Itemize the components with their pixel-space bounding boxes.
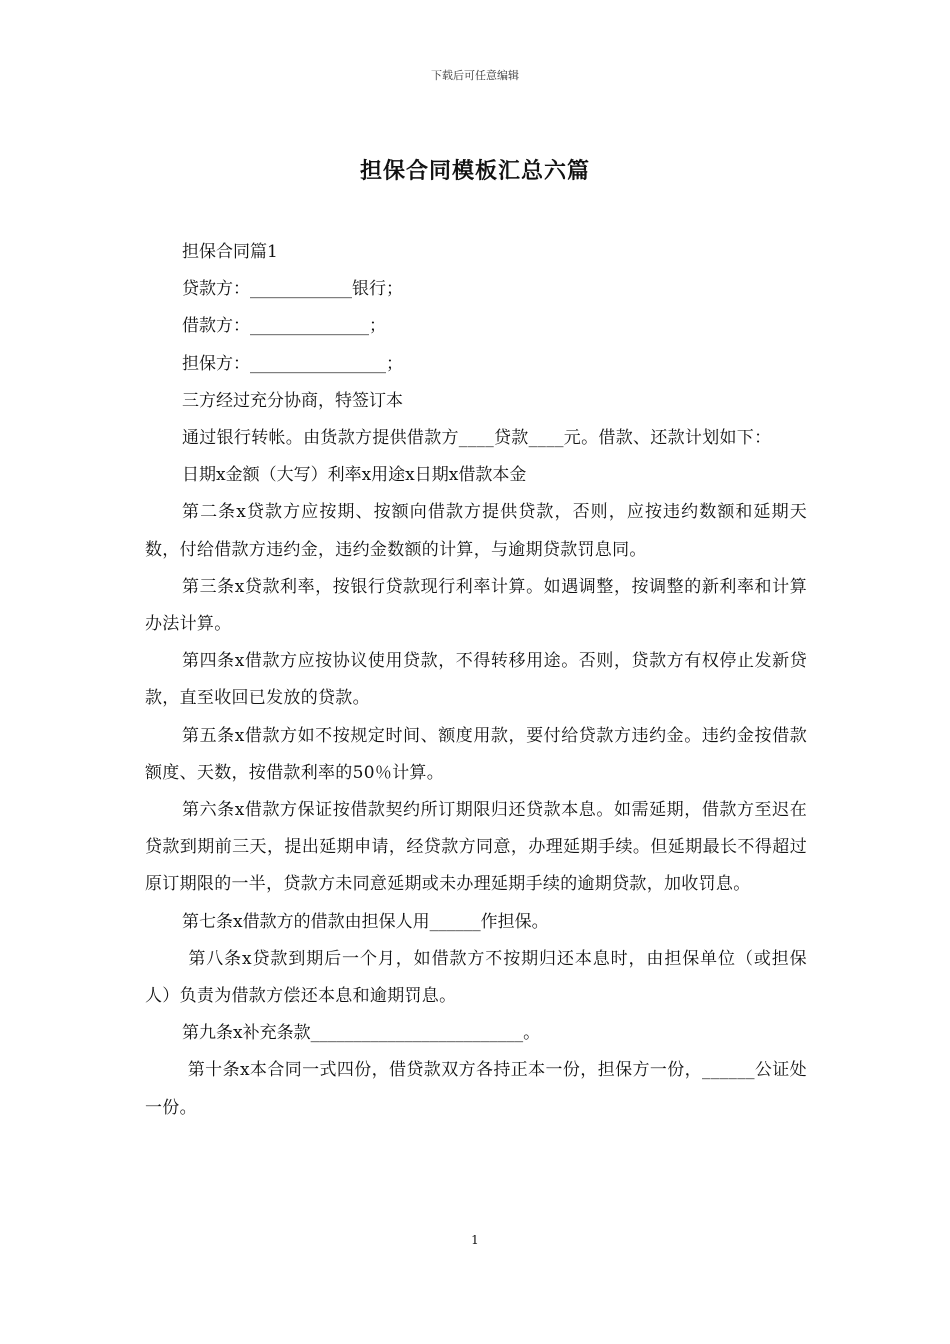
party-lender-line: 贷款方：____________银行； xyxy=(182,279,403,300)
clause-3: 第三条x贷款利率，按银行贷款现行利率计算。如遇调整，按调整的新利率和计算办法计算。 xyxy=(145,576,807,635)
party-guarantor-line: 担保方：________________； xyxy=(182,353,403,374)
section-heading: 担保合同篇1 xyxy=(182,242,278,262)
clause-10: 第十条x本合同一式四份，借贷款双方各持正本一份，担保方一份，______公证处一份。 xyxy=(145,1060,807,1118)
document-title: 担保合同模板汇总六篇 xyxy=(359,158,590,184)
repayment-schedule-header: 日期x金额（大写）利率x用途x日期x借款本金 xyxy=(182,465,527,486)
document-body xyxy=(145,234,807,1127)
page-header-note: 下载后可任意编辑 xyxy=(431,69,519,82)
page-number: 1 xyxy=(471,1233,479,1247)
clause-5: 第五条x借款方如不按规定时间、额度用款，要付给贷款方违约金。违约金按借款额度、天数，按借款利率的50％计算。 xyxy=(145,725,807,783)
clause-9: 第九条x补充条款_________________________。 xyxy=(182,1023,541,1044)
party-borrower-line: 借款方：______________； xyxy=(182,316,386,337)
clause-7: 第七条x借款方的借款由担保人用______作担保。 xyxy=(182,911,549,932)
clause-6: 第六条x借款方保证按借款契约所订期限归还贷款本息。如需延期，借款方至迟在贷款到期前三天，提出延期申请，经贷款方同意，办理延期手续。但延期最长不得超过原订期限的一半，贷款方未同意延期或未办理延期手续的逾期贷款，加收罚息。 xyxy=(145,800,807,895)
transfer-clause: 通过银行转帐。由货款方提供借款方____贷款____元。借款、还款计划如下： xyxy=(182,428,772,449)
clause-4: 第四条x借款方应按协议使用贷款，不得转移用途。否则，贷款方有权停止发新贷款，直至收回已发放的贷款。 xyxy=(145,651,807,709)
agreement-intro: 三方经过充分协商，特签订本 xyxy=(182,390,403,411)
clause-2: 第二条x贷款方应按期、按额向借款方提供贷款，否则，应按违约数额和延期天数，付给借款方违约金，违约金数额的计算，与逾期贷款罚息同。 xyxy=(145,502,807,560)
clause-8: 第八条x贷款到期后一个月，如借款方不按期归还本息时，由担保单位（或担保人）负责为借款方偿还本息和逾期罚息。 xyxy=(145,948,807,1007)
